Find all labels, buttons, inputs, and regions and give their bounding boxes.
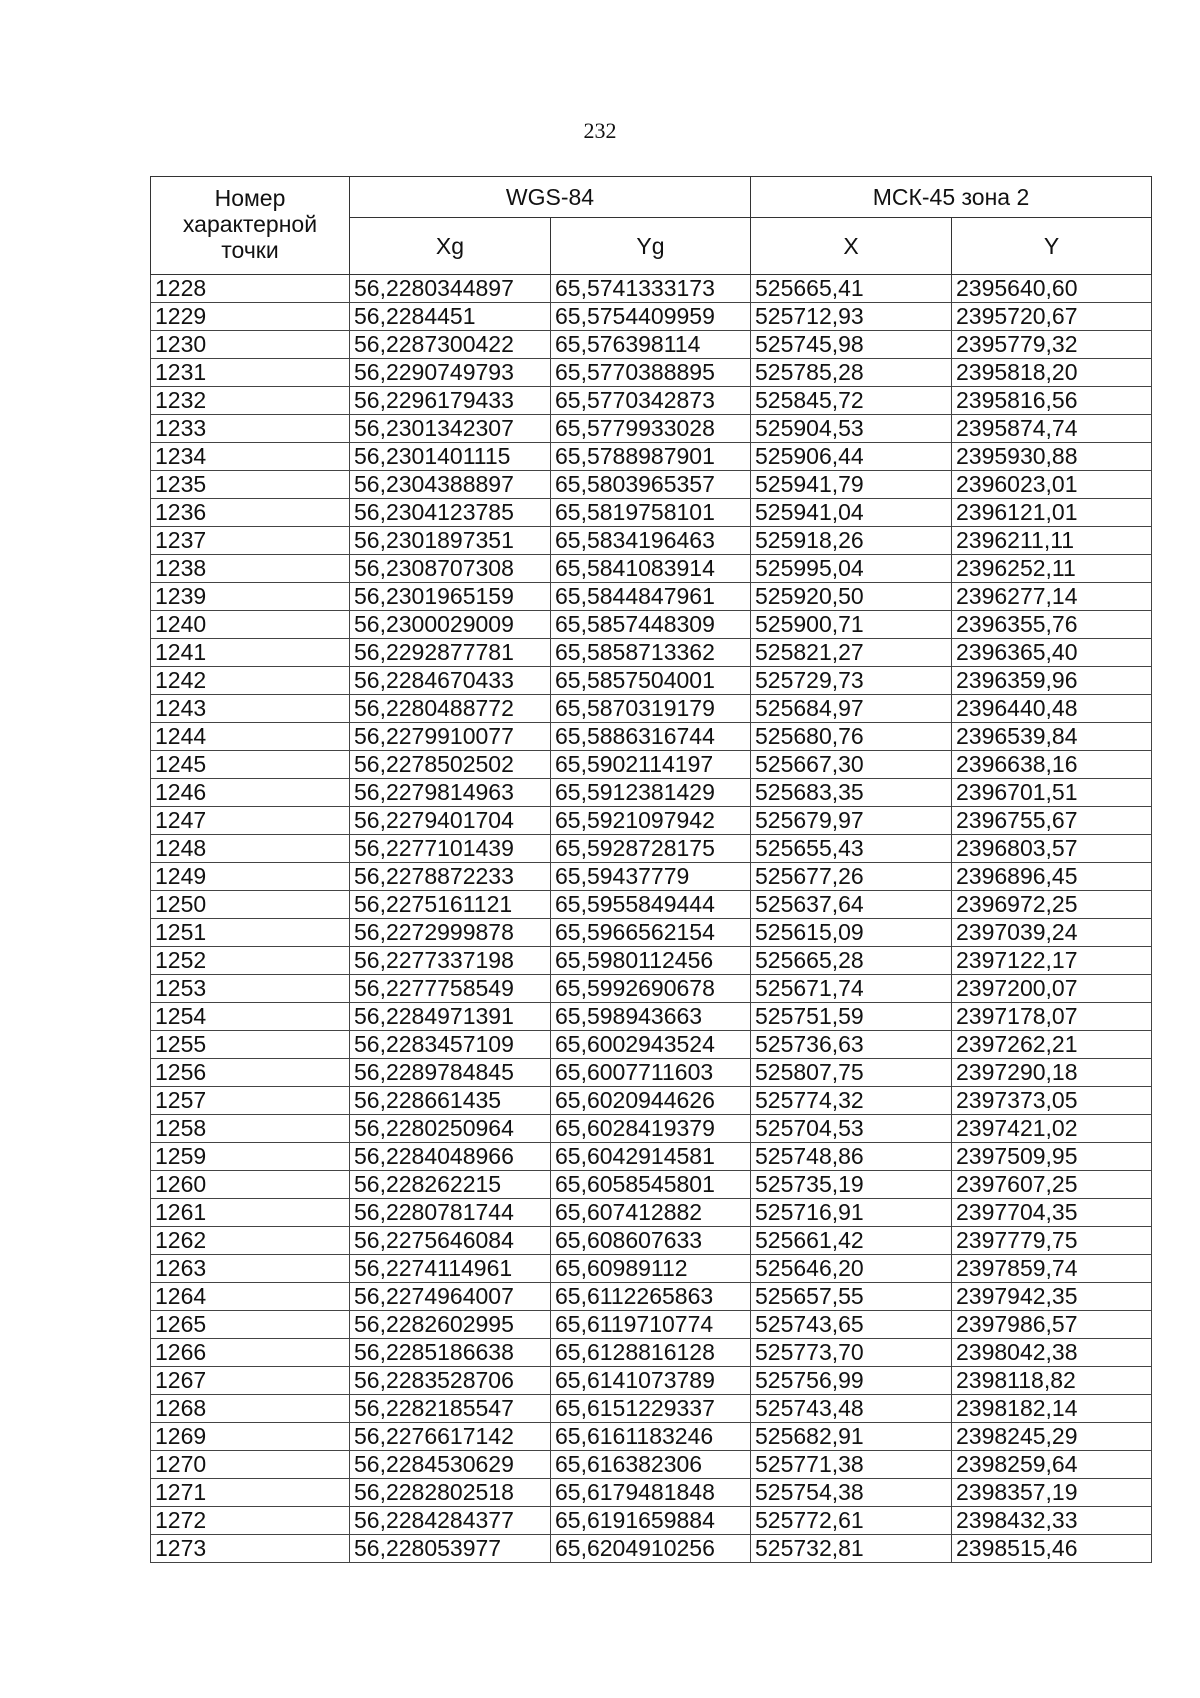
point-number-cell: 1259 bbox=[151, 1143, 350, 1171]
point-number-cell: 1262 bbox=[151, 1227, 350, 1255]
y-cell: 2396121,01 bbox=[952, 499, 1152, 527]
table-row bbox=[151, 303, 1152, 331]
x-cell: 525941,79 bbox=[751, 471, 952, 499]
y-cell: 2396972,25 bbox=[952, 891, 1152, 919]
y-cell: 2398259,64 bbox=[952, 1451, 1152, 1479]
table-row bbox=[151, 1479, 1152, 1507]
yg-cell: 65,6141073789 bbox=[551, 1367, 751, 1395]
xg-cell: 56,2279910077 bbox=[350, 723, 551, 751]
x-cell: 525683,35 bbox=[751, 779, 952, 807]
y-cell: 2396023,01 bbox=[952, 471, 1152, 499]
table-row bbox=[151, 1227, 1152, 1255]
xg-cell: 56,2285186638 bbox=[350, 1339, 551, 1367]
yg-cell: 65,5834196463 bbox=[551, 527, 751, 555]
xg-cell: 56,2284971391 bbox=[350, 1003, 551, 1031]
y-cell: 2397262,21 bbox=[952, 1031, 1152, 1059]
yg-cell: 65,6020944626 bbox=[551, 1087, 751, 1115]
point-number-cell: 1270 bbox=[151, 1451, 350, 1479]
point-number-cell: 1235 bbox=[151, 471, 350, 499]
table-row bbox=[151, 611, 1152, 639]
x-cell: 525754,38 bbox=[751, 1479, 952, 1507]
xg-cell: 56,2284670433 bbox=[350, 667, 551, 695]
xg-cell: 56,2292877781 bbox=[350, 639, 551, 667]
xg-cell: 56,2280344897 bbox=[350, 275, 551, 303]
x-cell: 525736,63 bbox=[751, 1031, 952, 1059]
point-number-cell: 1261 bbox=[151, 1199, 350, 1227]
y-cell: 2397122,17 bbox=[952, 947, 1152, 975]
xg-cell: 56,2276617142 bbox=[350, 1423, 551, 1451]
x-cell: 525615,09 bbox=[751, 919, 952, 947]
table-row bbox=[151, 919, 1152, 947]
table-row bbox=[151, 1031, 1152, 1059]
y-cell: 2398432,33 bbox=[952, 1507, 1152, 1535]
x-cell: 525904,53 bbox=[751, 415, 952, 443]
yg-cell: 65,6204910256 bbox=[551, 1535, 751, 1563]
y-cell: 2398245,29 bbox=[952, 1423, 1152, 1451]
yg-cell: 65,5844847961 bbox=[551, 583, 751, 611]
y-cell: 2398118,82 bbox=[952, 1367, 1152, 1395]
y-cell: 2396440,48 bbox=[952, 695, 1152, 723]
point-number-cell: 1247 bbox=[151, 807, 350, 835]
x-cell: 525900,71 bbox=[751, 611, 952, 639]
yg-cell: 65,6042914581 bbox=[551, 1143, 751, 1171]
header-row-top bbox=[151, 177, 1152, 218]
yg-cell: 65,5770388895 bbox=[551, 359, 751, 387]
y-cell: 2396896,45 bbox=[952, 863, 1152, 891]
table-row bbox=[151, 723, 1152, 751]
point-number-cell: 1263 bbox=[151, 1255, 350, 1283]
point-number-cell: 1228 bbox=[151, 275, 350, 303]
table-row bbox=[151, 1507, 1152, 1535]
y-cell: 2395779,32 bbox=[952, 331, 1152, 359]
yg-cell: 65,5870319179 bbox=[551, 695, 751, 723]
point-number-cell: 1233 bbox=[151, 415, 350, 443]
x-cell: 525821,27 bbox=[751, 639, 952, 667]
point-number-cell: 1257 bbox=[151, 1087, 350, 1115]
yg-cell: 65,607412882 bbox=[551, 1199, 751, 1227]
point-number-cell: 1254 bbox=[151, 1003, 350, 1031]
table-row bbox=[151, 751, 1152, 779]
yg-cell: 65,6161183246 bbox=[551, 1423, 751, 1451]
xg-cell: 56,2278872233 bbox=[350, 863, 551, 891]
table-row bbox=[151, 387, 1152, 415]
xg-cell: 56,228661435 bbox=[350, 1087, 551, 1115]
table-row bbox=[151, 1115, 1152, 1143]
xg-cell: 56,2280250964 bbox=[350, 1115, 551, 1143]
y-cell: 2397986,57 bbox=[952, 1311, 1152, 1339]
point-number-cell: 1232 bbox=[151, 387, 350, 415]
x-cell: 525716,91 bbox=[751, 1199, 952, 1227]
y-cell: 2396277,14 bbox=[952, 583, 1152, 611]
point-number-cell: 1231 bbox=[151, 359, 350, 387]
y-cell: 2397290,18 bbox=[952, 1059, 1152, 1087]
x-cell: 525655,43 bbox=[751, 835, 952, 863]
point-number-cell: 1252 bbox=[151, 947, 350, 975]
table-row bbox=[151, 1171, 1152, 1199]
x-cell: 525712,93 bbox=[751, 303, 952, 331]
point-number-cell: 1251 bbox=[151, 919, 350, 947]
yg-cell: 65,5858713362 bbox=[551, 639, 751, 667]
point-number-cell: 1255 bbox=[151, 1031, 350, 1059]
point-number-cell: 1267 bbox=[151, 1367, 350, 1395]
table-row bbox=[151, 947, 1152, 975]
point-number-cell: 1242 bbox=[151, 667, 350, 695]
xg-cell: 56,2284284377 bbox=[350, 1507, 551, 1535]
point-number-cell: 1265 bbox=[151, 1311, 350, 1339]
xg-cell: 56,2282802518 bbox=[350, 1479, 551, 1507]
yg-cell: 65,5928728175 bbox=[551, 835, 751, 863]
yg-cell: 65,5912381429 bbox=[551, 779, 751, 807]
yg-cell: 65,6151229337 bbox=[551, 1395, 751, 1423]
y-cell: 2396803,57 bbox=[952, 835, 1152, 863]
x-cell: 525807,75 bbox=[751, 1059, 952, 1087]
x-cell: 525756,99 bbox=[751, 1367, 952, 1395]
xg-cell: 56,2301401115 bbox=[350, 443, 551, 471]
y-cell: 2395816,56 bbox=[952, 387, 1152, 415]
x-cell: 525667,30 bbox=[751, 751, 952, 779]
yg-cell: 65,5857448309 bbox=[551, 611, 751, 639]
x-cell: 525751,59 bbox=[751, 1003, 952, 1031]
table-row bbox=[151, 1395, 1152, 1423]
y-cell: 2397200,07 bbox=[952, 975, 1152, 1003]
point-number-cell: 1239 bbox=[151, 583, 350, 611]
yg-cell: 65,6179481848 bbox=[551, 1479, 751, 1507]
yg-cell: 65,616382306 bbox=[551, 1451, 751, 1479]
point-number-cell: 1273 bbox=[151, 1535, 350, 1563]
xg-cell: 56,2277337198 bbox=[350, 947, 551, 975]
yg-cell: 65,5955849444 bbox=[551, 891, 751, 919]
table-row bbox=[151, 835, 1152, 863]
table-row bbox=[151, 1143, 1152, 1171]
point-number-cell: 1264 bbox=[151, 1283, 350, 1311]
yg-cell: 65,6112265863 bbox=[551, 1283, 751, 1311]
table-row bbox=[151, 331, 1152, 359]
point-number-cell: 1272 bbox=[151, 1507, 350, 1535]
xg-cell: 56,228262215 bbox=[350, 1171, 551, 1199]
page-number: 232 bbox=[583, 118, 617, 143]
y-cell: 2397039,24 bbox=[952, 919, 1152, 947]
y-cell: 2396252,11 bbox=[952, 555, 1152, 583]
yg-cell: 65,5980112456 bbox=[551, 947, 751, 975]
table-row bbox=[151, 359, 1152, 387]
x-cell: 525671,74 bbox=[751, 975, 952, 1003]
yg-cell: 65,5770342873 bbox=[551, 387, 751, 415]
point-number-cell: 1244 bbox=[151, 723, 350, 751]
table-row bbox=[151, 1087, 1152, 1115]
point-number-cell: 1249 bbox=[151, 863, 350, 891]
x-cell: 525677,26 bbox=[751, 863, 952, 891]
yg-cell: 65,6058545801 bbox=[551, 1171, 751, 1199]
yg-cell: 65,5819758101 bbox=[551, 499, 751, 527]
xg-cell: 56,2301897351 bbox=[350, 527, 551, 555]
y-cell: 2396539,84 bbox=[952, 723, 1152, 751]
yg-header: Yg bbox=[551, 218, 751, 275]
xg-cell: 56,2277758549 bbox=[350, 975, 551, 1003]
table-row bbox=[151, 275, 1152, 303]
x-cell: 525665,41 bbox=[751, 275, 952, 303]
x-cell: 525995,04 bbox=[751, 555, 952, 583]
yg-cell: 65,5966562154 bbox=[551, 919, 751, 947]
y-cell: 2395930,88 bbox=[952, 443, 1152, 471]
point-number-cell: 1268 bbox=[151, 1395, 350, 1423]
x-cell: 525743,48 bbox=[751, 1395, 952, 1423]
point-number-cell: 1248 bbox=[151, 835, 350, 863]
y-cell: 2395640,60 bbox=[952, 275, 1152, 303]
yg-cell: 65,5803965357 bbox=[551, 471, 751, 499]
y-cell: 2397704,35 bbox=[952, 1199, 1152, 1227]
msk45-header: МСК-45 зона 2 bbox=[751, 177, 1152, 218]
table-row bbox=[151, 1451, 1152, 1479]
y-cell: 2397509,95 bbox=[952, 1143, 1152, 1171]
y-cell: 2396701,51 bbox=[952, 779, 1152, 807]
xg-cell: 56,2274964007 bbox=[350, 1283, 551, 1311]
y-cell: 2396638,16 bbox=[952, 751, 1152, 779]
yg-cell: 65,5754409959 bbox=[551, 303, 751, 331]
x-cell: 525920,50 bbox=[751, 583, 952, 611]
yg-cell: 65,5741333173 bbox=[551, 275, 751, 303]
xg-cell: 56,2308707308 bbox=[350, 555, 551, 583]
y-cell: 2397373,05 bbox=[952, 1087, 1152, 1115]
x-cell: 525748,86 bbox=[751, 1143, 952, 1171]
y-cell: 2395874,74 bbox=[952, 415, 1152, 443]
y-cell: 2397779,75 bbox=[952, 1227, 1152, 1255]
y-cell: 2395720,67 bbox=[952, 303, 1152, 331]
yg-cell: 65,60989112 bbox=[551, 1255, 751, 1283]
x-cell: 525773,70 bbox=[751, 1339, 952, 1367]
yg-cell: 65,6028419379 bbox=[551, 1115, 751, 1143]
table-row bbox=[151, 471, 1152, 499]
y-cell: 2397942,35 bbox=[952, 1283, 1152, 1311]
xg-cell: 56,2275646084 bbox=[350, 1227, 551, 1255]
y-cell: 2397178,07 bbox=[952, 1003, 1152, 1031]
table-row bbox=[151, 1535, 1152, 1563]
table-row bbox=[151, 583, 1152, 611]
point-number-cell: 1238 bbox=[151, 555, 350, 583]
point-number-cell: 1250 bbox=[151, 891, 350, 919]
table-row bbox=[151, 1199, 1152, 1227]
y-cell: 2396211,11 bbox=[952, 527, 1152, 555]
yg-cell: 65,6119710774 bbox=[551, 1311, 751, 1339]
x-cell: 525732,81 bbox=[751, 1535, 952, 1563]
xg-cell: 56,2284530629 bbox=[350, 1451, 551, 1479]
xg-cell: 56,2304388897 bbox=[350, 471, 551, 499]
y-cell: 2398515,46 bbox=[952, 1535, 1152, 1563]
point-number-cell: 1253 bbox=[151, 975, 350, 1003]
y-cell: 2396355,76 bbox=[952, 611, 1152, 639]
yg-cell: 65,5857504001 bbox=[551, 667, 751, 695]
yg-cell: 65,5921097942 bbox=[551, 807, 751, 835]
y-cell: 2397607,25 bbox=[952, 1171, 1152, 1199]
coordinates-table bbox=[150, 176, 1152, 1563]
xg-cell: 56,2279401704 bbox=[350, 807, 551, 835]
x-cell: 525906,44 bbox=[751, 443, 952, 471]
xg-cell: 56,228053977 bbox=[350, 1535, 551, 1563]
table-row bbox=[151, 863, 1152, 891]
x-cell: 525845,72 bbox=[751, 387, 952, 415]
x-cell: 525684,97 bbox=[751, 695, 952, 723]
point-number-cell: 1234 bbox=[151, 443, 350, 471]
table-row bbox=[151, 1059, 1152, 1087]
xg-cell: 56,2301342307 bbox=[350, 415, 551, 443]
yg-cell: 65,6002943524 bbox=[551, 1031, 751, 1059]
yg-cell: 65,608607633 bbox=[551, 1227, 751, 1255]
y-cell: 2397859,74 bbox=[952, 1255, 1152, 1283]
x-cell: 525918,26 bbox=[751, 527, 952, 555]
x-cell: 525743,65 bbox=[751, 1311, 952, 1339]
xg-cell: 56,2284451 bbox=[350, 303, 551, 331]
point-number-cell: 1266 bbox=[151, 1339, 350, 1367]
xg-cell: 56,2284048966 bbox=[350, 1143, 551, 1171]
x-cell: 525680,76 bbox=[751, 723, 952, 751]
point-number-cell: 1236 bbox=[151, 499, 350, 527]
point-number-cell: 1245 bbox=[151, 751, 350, 779]
x-cell: 525637,64 bbox=[751, 891, 952, 919]
xg-header: Xg bbox=[350, 218, 551, 275]
xg-cell: 56,2282185547 bbox=[350, 1395, 551, 1423]
table-row bbox=[151, 779, 1152, 807]
table-row bbox=[151, 499, 1152, 527]
y-cell: 2397421,02 bbox=[952, 1115, 1152, 1143]
table-row bbox=[151, 975, 1152, 1003]
table-row bbox=[151, 1255, 1152, 1283]
point-number-cell: 1246 bbox=[151, 779, 350, 807]
yg-cell: 65,59437779 bbox=[551, 863, 751, 891]
yg-cell: 65,6007711603 bbox=[551, 1059, 751, 1087]
yg-cell: 65,5779933028 bbox=[551, 415, 751, 443]
table-row bbox=[151, 1367, 1152, 1395]
table-row bbox=[151, 527, 1152, 555]
y-header: Y bbox=[952, 218, 1152, 275]
yg-cell: 65,576398114 bbox=[551, 331, 751, 359]
xg-cell: 56,2279814963 bbox=[350, 779, 551, 807]
xg-cell: 56,2283528706 bbox=[350, 1367, 551, 1395]
xg-cell: 56,2300029009 bbox=[350, 611, 551, 639]
yg-cell: 65,6191659884 bbox=[551, 1507, 751, 1535]
y-cell: 2398357,19 bbox=[952, 1479, 1152, 1507]
wgs84-header: WGS-84 bbox=[350, 177, 751, 218]
x-cell: 525735,19 bbox=[751, 1171, 952, 1199]
y-cell: 2396359,96 bbox=[952, 667, 1152, 695]
xg-cell: 56,2278502502 bbox=[350, 751, 551, 779]
x-cell: 525665,28 bbox=[751, 947, 952, 975]
yg-cell: 65,6128816128 bbox=[551, 1339, 751, 1367]
table-row bbox=[151, 1003, 1152, 1031]
point-number-cell: 1241 bbox=[151, 639, 350, 667]
table-row bbox=[151, 443, 1152, 471]
x-cell: 525771,38 bbox=[751, 1451, 952, 1479]
x-cell: 525646,20 bbox=[751, 1255, 952, 1283]
x-cell: 525679,97 bbox=[751, 807, 952, 835]
xg-cell: 56,2275161121 bbox=[350, 891, 551, 919]
point-number-cell: 1229 bbox=[151, 303, 350, 331]
table-row bbox=[151, 639, 1152, 667]
point-number-cell: 1271 bbox=[151, 1479, 350, 1507]
xg-cell: 56,2277101439 bbox=[350, 835, 551, 863]
y-cell: 2396365,40 bbox=[952, 639, 1152, 667]
point-number-header: Номер характерной точки bbox=[151, 177, 350, 275]
x-cell: 525745,98 bbox=[751, 331, 952, 359]
table-row bbox=[151, 415, 1152, 443]
table-row bbox=[151, 555, 1152, 583]
xg-cell: 56,2283457109 bbox=[350, 1031, 551, 1059]
xg-cell: 56,2301965159 bbox=[350, 583, 551, 611]
point-number-cell: 1258 bbox=[151, 1115, 350, 1143]
yg-cell: 65,5886316744 bbox=[551, 723, 751, 751]
table-row bbox=[151, 1423, 1152, 1451]
point-number-cell: 1240 bbox=[151, 611, 350, 639]
table-row bbox=[151, 695, 1152, 723]
x-cell: 525661,42 bbox=[751, 1227, 952, 1255]
xg-cell: 56,2289784845 bbox=[350, 1059, 551, 1087]
point-number-cell: 1237 bbox=[151, 527, 350, 555]
xg-cell: 56,2280488772 bbox=[350, 695, 551, 723]
x-header: X bbox=[751, 218, 952, 275]
y-cell: 2398042,38 bbox=[952, 1339, 1152, 1367]
xg-cell: 56,2274114961 bbox=[350, 1255, 551, 1283]
x-cell: 525772,61 bbox=[751, 1507, 952, 1535]
yg-cell: 65,5902114197 bbox=[551, 751, 751, 779]
table-row bbox=[151, 1311, 1152, 1339]
y-cell: 2396755,67 bbox=[952, 807, 1152, 835]
table-body bbox=[151, 275, 1152, 1563]
point-number-cell: 1230 bbox=[151, 331, 350, 359]
table-header bbox=[151, 177, 1152, 275]
point-number-cell: 1269 bbox=[151, 1423, 350, 1451]
table-row bbox=[151, 891, 1152, 919]
yg-cell: 65,5841083914 bbox=[551, 555, 751, 583]
xg-cell: 56,2280781744 bbox=[350, 1199, 551, 1227]
y-cell: 2398182,14 bbox=[952, 1395, 1152, 1423]
x-cell: 525729,73 bbox=[751, 667, 952, 695]
xg-cell: 56,2296179433 bbox=[350, 387, 551, 415]
yg-cell: 65,598943663 bbox=[551, 1003, 751, 1031]
y-cell: 2395818,20 bbox=[952, 359, 1152, 387]
point-number-cell: 1260 bbox=[151, 1171, 350, 1199]
table-row bbox=[151, 1283, 1152, 1311]
xg-cell: 56,2290749793 bbox=[350, 359, 551, 387]
xg-cell: 56,2304123785 bbox=[350, 499, 551, 527]
x-cell: 525785,28 bbox=[751, 359, 952, 387]
table-row bbox=[151, 1339, 1152, 1367]
x-cell: 525704,53 bbox=[751, 1115, 952, 1143]
xg-cell: 56,2287300422 bbox=[350, 331, 551, 359]
x-cell: 525657,55 bbox=[751, 1283, 952, 1311]
table-row bbox=[151, 667, 1152, 695]
yg-cell: 65,5788987901 bbox=[551, 443, 751, 471]
xg-cell: 56,2272999878 bbox=[350, 919, 551, 947]
x-cell: 525941,04 bbox=[751, 499, 952, 527]
x-cell: 525682,91 bbox=[751, 1423, 952, 1451]
table-row bbox=[151, 807, 1152, 835]
x-cell: 525774,32 bbox=[751, 1087, 952, 1115]
xg-cell: 56,2282602995 bbox=[350, 1311, 551, 1339]
point-number-cell: 1243 bbox=[151, 695, 350, 723]
point-number-cell: 1256 bbox=[151, 1059, 350, 1087]
yg-cell: 65,5992690678 bbox=[551, 975, 751, 1003]
